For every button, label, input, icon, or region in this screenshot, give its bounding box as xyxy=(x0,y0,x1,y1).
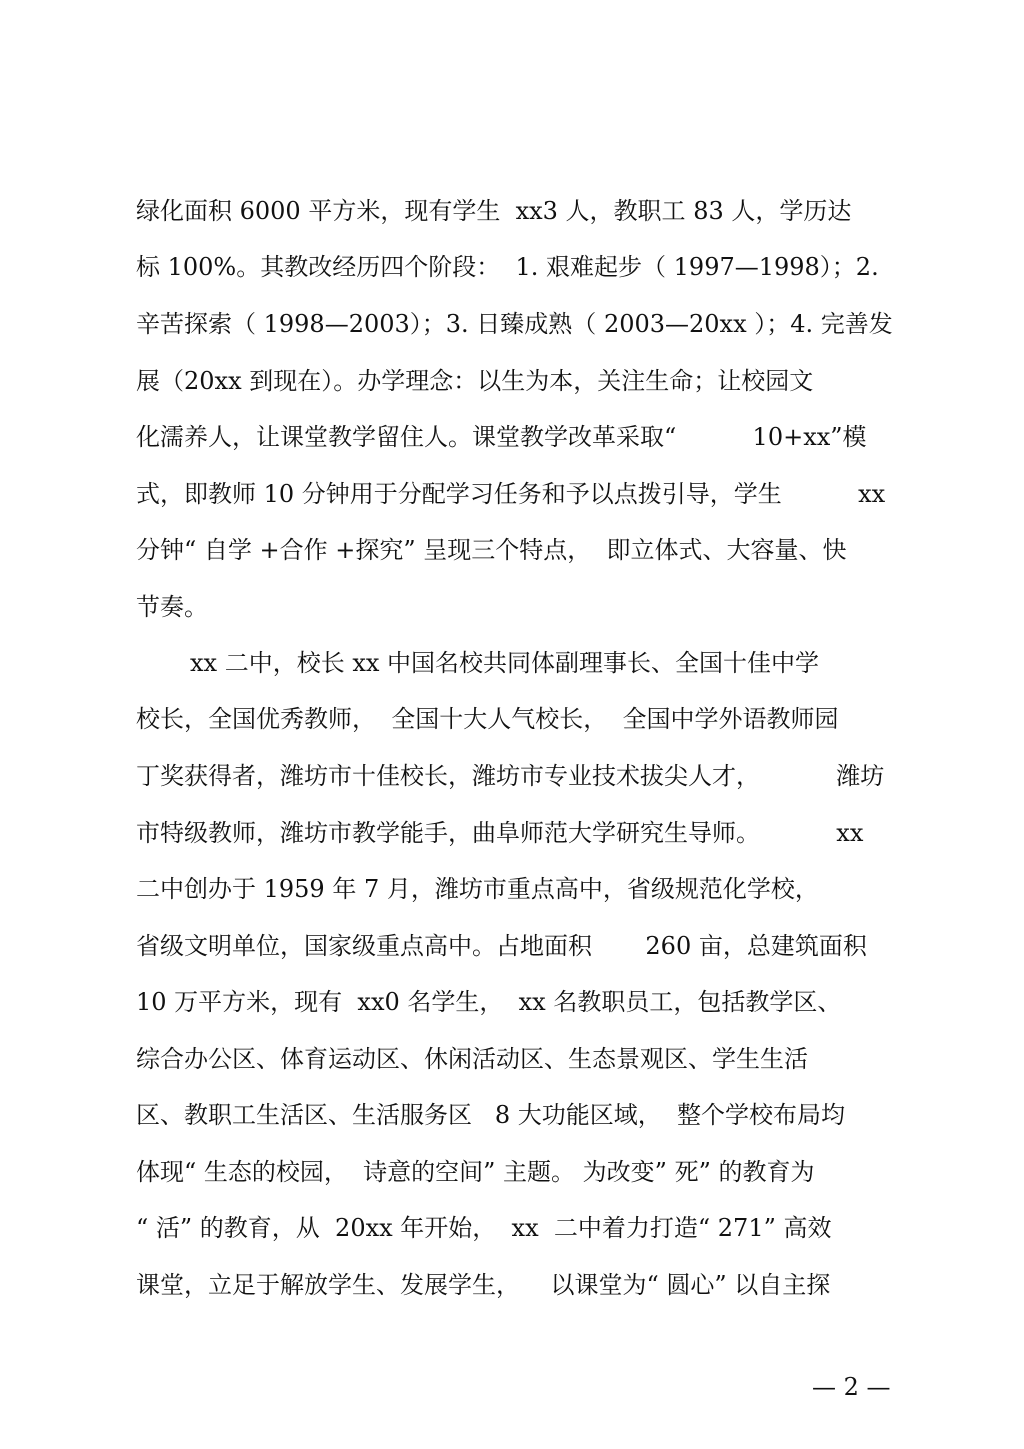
text-line: 化濡养人，让课堂教学留住人。课堂教学改革采取“ 10+xx”模 xyxy=(136,423,867,451)
text-line: 区、教职工生活区、生活服务区 8 大功能区域， 整个学校布局均 xyxy=(136,1101,846,1129)
text-line: 标 100%。其教改经历四个阶段： 1. 艰难起步（ 1997—1998）；2. xyxy=(136,253,879,281)
text-line: 节奏。 xyxy=(136,593,208,621)
text-line: “ 活” 的教育，从 20xx 年开始， xx 二中着力打造“ 271” 高效 xyxy=(136,1214,832,1242)
text-line: 校长，全国优秀教师， 全国十大人气校长， 全国中学外语教师园 xyxy=(136,705,839,733)
text-line: 式，即教师 10 分钟用于分配学习任务和予以点拨引导，学生 xx xyxy=(136,480,886,508)
paragraph-start-line: xx 二中，校长 xx 中国名校共同体副理事长、全国十佳中学 xyxy=(190,649,820,677)
text-line: 10 万平方米，现有 xx0 名学生， xx 名教职员工，包括教学区、 xyxy=(136,988,842,1016)
text-line: 丁奖获得者，潍坊市十佳校长，潍坊市专业技术拔尖人才， 潍坊 xyxy=(136,762,885,790)
text-line: 省级文明单位，国家级重点高中。占地面积 260 亩，总建筑面积 xyxy=(136,932,867,960)
text-line: 课堂，立足于解放学生、发展学生， 以课堂为“ 圆心” 以自主探 xyxy=(136,1271,831,1299)
text-line: 体现“ 生态的校园， 诗意的空间” 主题。 为改变” 死” 的教育为 xyxy=(136,1158,815,1186)
text-line: 辛苦探索（ 1998—2003）；3. 日臻成熟（ 2003—20xx ）；4. 完善发 xyxy=(136,310,893,338)
text-line: 展（20xx 到现在）。办学理念：以生为本，关注生命；让校园文 xyxy=(136,367,814,395)
text-line: 绿化面积 6000 平方米，现有学生 xx3 人，教职工 83 人，学历达 xyxy=(136,197,852,225)
text-line: 二中创办于 1959 年 7 月，潍坊市重点高中，省级规范化学校， xyxy=(136,875,819,903)
text-line: 综合办公区、体育运动区、休闲活动区、生态景观区、学生生活 xyxy=(136,1045,808,1073)
text-line: 分钟“ 自学 +合作 +探究” 呈现三个特点， 即立体式、大容量、快 xyxy=(136,536,847,564)
text-line: 市特级教师，潍坊市教学能手，曲阜师范大学研究生导师。 xx xyxy=(136,819,864,847)
page-number: — 2 — xyxy=(812,1373,891,1401)
